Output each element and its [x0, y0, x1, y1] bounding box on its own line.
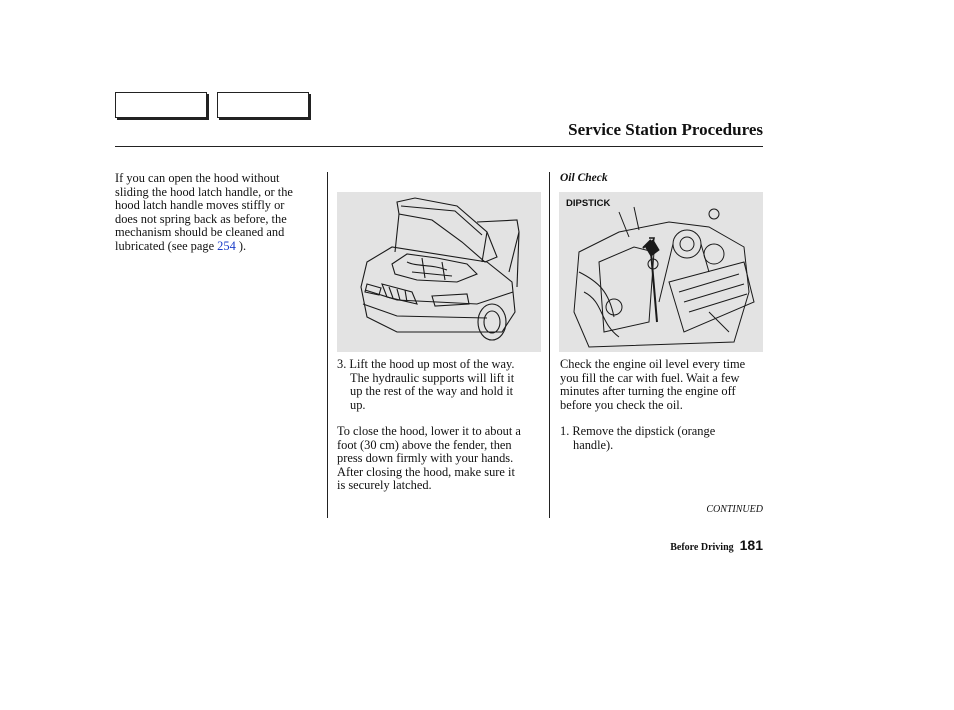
hood-latch-paragraph: [115, 172, 293, 253]
nav-button-back[interactable]: [115, 92, 207, 118]
column-divider-left: [327, 172, 328, 518]
page-footer: [670, 537, 763, 555]
close-hood-paragraph: [337, 425, 521, 493]
step-line: up the rest of the way and hold it: [350, 384, 514, 398]
paragraph-line: Check the engine oil level every time: [560, 357, 746, 371]
paragraph-line: If you can open the hood without: [115, 171, 280, 185]
paragraph-line: sliding the hood latch handle, or the: [115, 184, 293, 199]
step-3: [337, 358, 514, 412]
oil-check-paragraph: [560, 358, 745, 412]
step-1: [560, 425, 715, 452]
step-line: [337, 358, 514, 372]
page-reference-link[interactable]: 254: [217, 238, 236, 253]
dipstick-illustration: [559, 192, 763, 352]
paragraph-line: hood latch handle moves stiffly or: [115, 198, 285, 212]
footer-section-name: Before Driving: [670, 542, 734, 553]
paragraph-line: you fill the car with fuel. Wait a few: [560, 370, 740, 385]
paragraph-line: foot (30 cm) above the fender, then: [337, 437, 512, 452]
continued-marker: CONTINUED: [706, 504, 763, 515]
step-line: handle).: [573, 437, 614, 452]
step-text: Lift the hood up most of the way.: [349, 357, 515, 371]
open-hood-illustration: [337, 192, 541, 352]
nav-button-forward[interactable]: [217, 92, 309, 118]
paragraph-line: press down firmly with your hands.: [337, 451, 514, 465]
paragraph-line: [115, 240, 293, 254]
paragraph-line: does not spring back as before, the: [115, 211, 287, 226]
step-line: up.: [350, 397, 366, 412]
page-number: 181: [739, 537, 763, 553]
paragraph-line: mechanism should be cleaned and: [115, 225, 285, 239]
oil-check-heading: Oil Check: [560, 172, 608, 184]
step-number: 3.: [337, 357, 347, 371]
paragraph-line: is securely latched.: [337, 478, 432, 492]
paragraph-line: before you check the oil.: [560, 397, 683, 412]
paragraph-line: To close the hood, lower it to about a: [337, 424, 521, 438]
step-text: Remove the dipstick (orange: [572, 424, 716, 438]
step-number: 1.: [560, 424, 570, 438]
step-line: The hydraulic supports will lift it: [350, 370, 515, 385]
step-line: [560, 425, 715, 439]
paragraph-text: ).: [235, 238, 247, 253]
page-title: Service Station Procedures: [568, 120, 763, 139]
column-divider-right: [549, 172, 550, 518]
paragraph-line: After closing the hood, make sure it: [337, 464, 515, 479]
title-divider: [115, 146, 763, 147]
paragraph-line: minutes after turning the engine off: [560, 384, 736, 398]
dipstick-callout-label: DIPSTICK: [566, 198, 611, 209]
paragraph-text: lubricated (see page: [115, 238, 218, 253]
